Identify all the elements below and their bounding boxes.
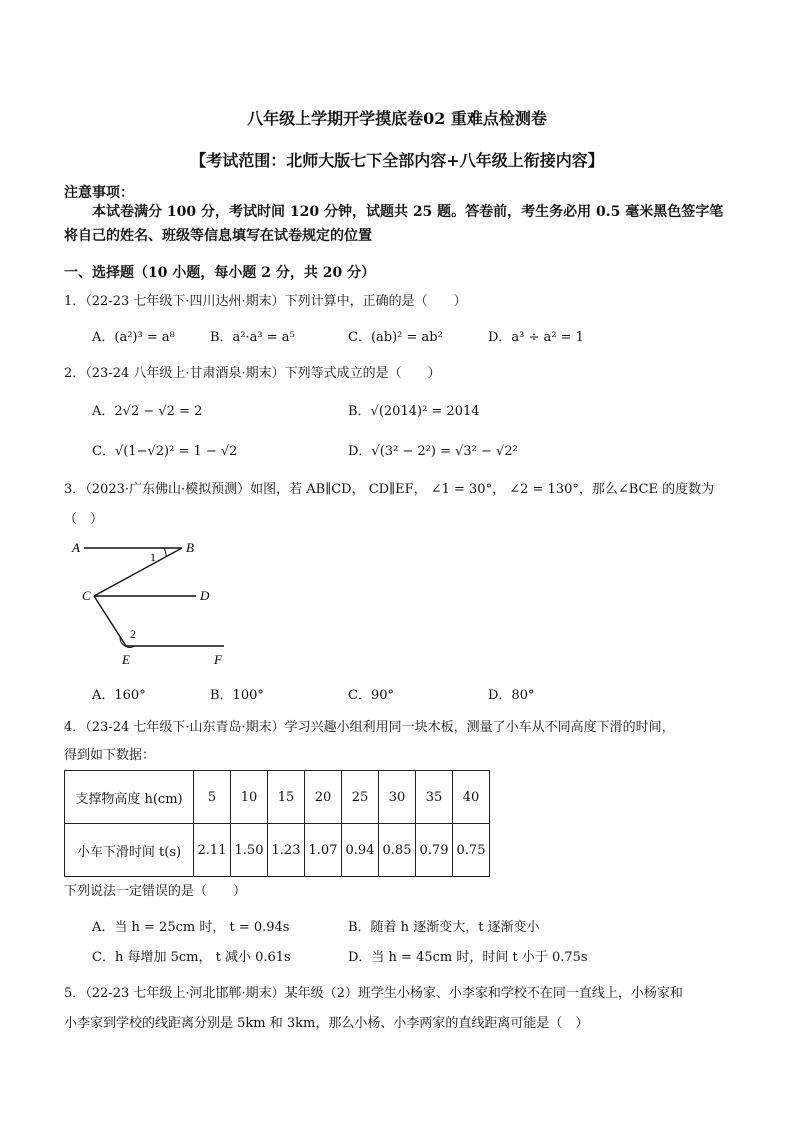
q3-option-a: A．160°: [92, 688, 146, 703]
q4-prompt: 下列说法一定错误的是（ ）: [64, 884, 247, 899]
q2-stem: 2．（23-24 八年级上·甘肃酒泉·期末）下列等式成立的是（ ）: [64, 366, 441, 381]
table-row: [65, 771, 490, 824]
time-cell: 2.11: [194, 824, 231, 877]
q1-option-d: D．a³ ÷ a² = 1: [488, 330, 584, 345]
label-d: D: [200, 588, 210, 603]
label-angle-2: 2: [130, 627, 136, 641]
q2-option-a: A．2√2 − √2 = 2: [92, 404, 203, 419]
q4-option-a: A．当 h = 25cm 时， t = 0.94s: [92, 920, 290, 935]
height-cell: 20: [305, 771, 342, 824]
label-a: A: [72, 540, 80, 555]
q2-option-c: C．√(1−√2)² = 1 − √2: [92, 444, 238, 459]
q1-stem: 1．（22-23 七年级下·四川达州·期末）下列计算中，正确的是（ ）: [64, 294, 467, 309]
q4-stem: 4．（23-24 七年级下·山东青岛·期末）学习兴趣小组利用同一块木板，测量了小车从不同高度下滑的时间，: [64, 720, 675, 735]
q1-option-c: C．(ab)² = ab²: [348, 330, 443, 345]
time-cell: 0.85: [379, 824, 416, 877]
label-b: B: [186, 540, 194, 555]
notes-heading: 注意事项：: [64, 185, 134, 201]
q5-stem-line1: 5．（22-23 七年级上·河北邯郸·期末）某年级（2）班学生小杨家、小李家和学校不在同一直线上，小杨家和: [64, 986, 683, 1001]
q5-stem-line2: 小李家到学校的线距离分别是 5km 和 3km，那么小杨、小李两家的直线距离可能是（ ）: [64, 1016, 589, 1031]
height-cell: 15: [268, 771, 305, 824]
q3-option-c: C．90°: [348, 688, 394, 703]
angle-1-arc: [164, 548, 166, 557]
table-header-height: 支撑物高度 h(cm): [65, 771, 194, 824]
time-cell: 1.50: [231, 824, 268, 877]
height-cell: 40: [453, 771, 490, 824]
q3-stem: 3．（2023·广东佛山·模拟预测）如图，若 AB∥CD， CD∥EF， ∠1 = 30°， ∠2 = 130°，那么∠BCE 的度数为: [64, 482, 715, 497]
q2-option-b: B．√(2014)² = 2014: [348, 404, 480, 419]
q3-option-d: D．80°: [488, 688, 535, 703]
exam-title: 八年级上学期开学摸底卷02 重难点检测卷: [247, 109, 547, 128]
height-cell: 30: [379, 771, 416, 824]
exam-scope: 【考试范围：北师大版七下全部内容+八年级上衔接内容】: [190, 151, 604, 170]
height-cell: 25: [342, 771, 379, 824]
table-header-time: 小车下滑时间 t(s): [65, 824, 194, 877]
q4-stem-line2: 得到如下数据：: [64, 748, 156, 763]
table-row: [65, 824, 490, 877]
time-cell: 1.07: [305, 824, 342, 877]
q1-option-b: B．a²·a³ = a⁵: [210, 330, 295, 345]
parallel-lines-diagram: [64, 534, 264, 674]
q1-option-a: A．(a²)³ = a⁸: [92, 330, 175, 345]
q3-option-b: B．100°: [210, 688, 264, 703]
height-cell: 35: [416, 771, 453, 824]
line-bc: [94, 548, 182, 596]
height-cell: 10: [231, 771, 268, 824]
section-heading: 一、选择题（10 小题，每小题 2 分，共 20 分）: [64, 265, 376, 281]
q4-option-c: C．h 每增加 5cm， t 减小 0.61s: [92, 950, 291, 965]
time-cell: 1.23: [268, 824, 305, 877]
time-cell: 0.75: [453, 824, 490, 877]
label-e: E: [122, 652, 130, 667]
q4-option-b: B．随着 h 逐渐变大，t 逐渐变小: [348, 920, 540, 935]
time-cell: 0.94: [342, 824, 379, 877]
label-f: F: [214, 652, 222, 667]
time-cell: 0.79: [416, 824, 453, 877]
height-cell: 5: [194, 771, 231, 824]
q4-data-table: [64, 770, 490, 877]
q2-option-d: D．√(3² − 2²) = √3² − √2²: [348, 444, 518, 459]
label-angle-1: 1: [150, 550, 156, 564]
q3-stem-paren: （ ）: [64, 512, 104, 527]
line-ce: [94, 596, 126, 646]
q4-option-d: D．当 h = 45cm 时，时间 t 小于 0.75s: [348, 950, 588, 965]
label-c: C: [82, 588, 91, 603]
notes-body: 本试卷满分 100 分，考试时间 120 分钟，试题共 25 题。答卷前，考生务必用 0.5 毫米黑色签字笔将自己的姓名、班级等信息填写在试卷规定的位置: [64, 204, 724, 244]
